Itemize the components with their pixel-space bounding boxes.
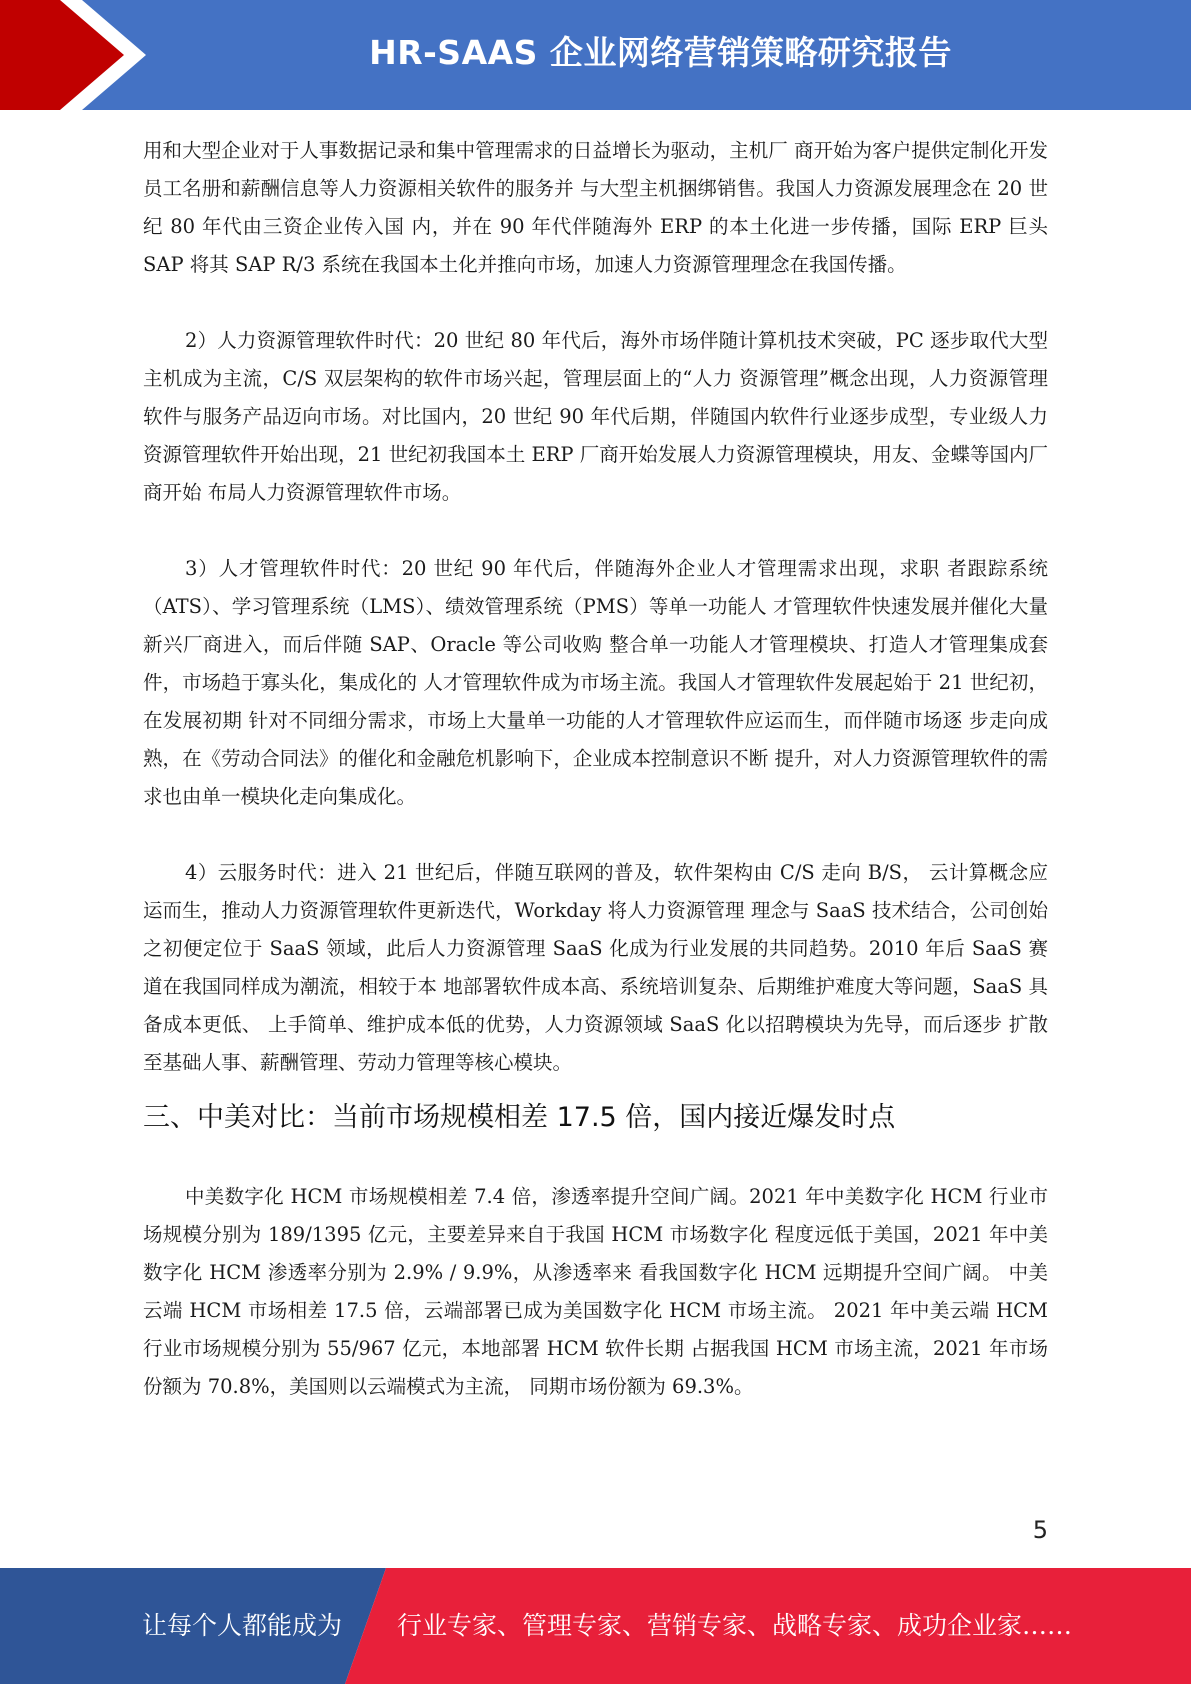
page-content — [143, 132, 1048, 1406]
paragraph-talent-management-era: 3）人才管理软件时代：20 世纪 90 年代后，伴随海外企业人才管理需求出现，求职 者跟踪系统（ATS）、学习管理系统（LMS）、绩效管理系统（PMS）等单一功能人 才管理软件快速发展并催化大量新兴厂商进入，而后伴随 SAP、Oracle 等公司收购 整合单一功能人才管理模块、打造人才管理集成套件，市场趋于寡头化，集成化的 人才管理软件成为市场主流。我国人才管理软件发展起始于 21 世纪初，在发展初期 针对不同细分需求，市场上大量单一功能的人才管理软件应运而生，而伴随市场逐 步走向成熟，在《劳动合同法》的催化和金融危机影响下，企业成本控制意识不断 提升，对人力资源管理软件的需求也由单一模块化走向集成化。 — [143, 557, 1048, 808]
paragraph-cloud-service-era: 4）云服务时代：进入 21 世纪后，伴随互联网的普及，软件架构由 C/S 走向 B/S， 云计算概念应运而生，推动人力资源管理软件更新迭代，Workday 将人力资源管理 理念与 SaaS 技术结合，公司创始之初便定位于 SaaS 领域，此后人力资源管理 SaaS 化成为行业发展的共同趋势。2010 年后 SaaS 赛道在我国同样成为潮流，相较于本 地部署软件成本高、系统培训复杂、后期维护难度大等问题，SaaS 具备成本更低、 上手简单、维护成本低的优势，人力资源领域 SaaS 化以招聘模块为先导，而后逐步 扩散至基础人事、薪酬管理、劳动力管理等核心模块。 — [143, 861, 1048, 1074]
footer-slogan-left: 让每个人都能成为 — [142, 1611, 343, 1640]
page-footer — [0, 1568, 1191, 1684]
paragraph-china-us-comparison: 中美数字化 HCM 市场规模相差 7.4 倍，渗透率提升空间广阔。2021 年中美数字化 HCM 行业市场规模分别为 189/1395 亿元，主要差异来自于我国 HCM 市场数字化 程度远低于美国，2021 年中美数字化 HCM 渗透率分别为 2.9% / 9.9%，从渗透率来 看我国数字化 HCM 远期提升空间广阔。 中美云端 HCM 市场相差 17.5 倍，云端部署已成为美国数字化 HCM 市场主流。 2021 年中美云端 HCM 行业市场规模分别为 55/967 亿元，本地部署 HCM 软件长期 占据我国 HCM 市场主流，2021 年市场份额为 70.8%，美国则以云端模式为主流， 同期市场份额为 69.3%。 — [143, 1185, 1048, 1398]
page-header — [0, 0, 1191, 110]
section-title: 三、中美对比：当前市场规模相差 17.5 倍，国内接近爆发时点 — [143, 1102, 896, 1133]
footer-slogan-right: 行业专家、管理专家、营销专家、战略专家、成功企业家…… — [397, 1611, 1073, 1640]
paragraph-intro: 用和大型企业对于人事数据记录和集中管理需求的日益增长为驱动，主机厂 商开始为客户提供定制化开发员工名册和薪酬信息等人力资源相关软件的服务并 与大型主机捆绑销售。我国人力资源发展理念在 20 世纪 80 年代由三资企业传入国 内，并在 90 年代伴随海外 ERP 的本土化进一步传播，国际 ERP 巨头 SAP 将其 SAP R/3 系统在我国本土化并推向市场，加速人力资源管理理念在我国传播。 — [143, 139, 1048, 276]
page-number: 5 — [1032, 1516, 1048, 1544]
header-arrow-icon — [0, 0, 160, 110]
report-title: HR-SAAS 企业网络营销策略研究报告 — [369, 33, 952, 72]
paragraph-hr-software-era: 2）人力资源管理软件时代：20 世纪 80 年代后，海外市场伴随计算机技术突破，PC 逐步取代大型主机成为主流，C/S 双层架构的软件市场兴起，管理层面上的“人力 资源管理”概念出现，人力资源管理软件与服务产品迈向市场。对比国内，20 世纪 90 年代后期，伴随国内软件行业逐步成型，专业级人力资源管理软件开始出现，21 世纪初我国本土 ERP 厂商开始发展人力资源管理模块，用友、金蝶等国内厂商开始 布局人力资源管理软件市场。 — [143, 329, 1048, 504]
